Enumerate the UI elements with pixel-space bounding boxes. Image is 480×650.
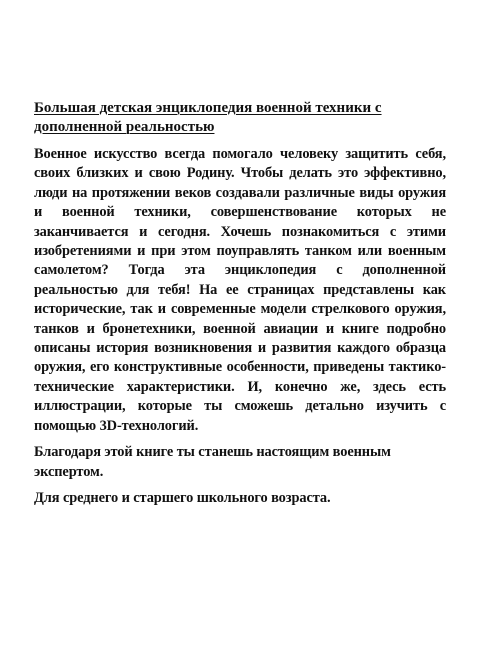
expert-paragraph: Благодаря этой книге ты станешь настоящим военным экспертом.: [34, 444, 391, 480]
age-paragraph: Для среднего и старшего школьного возраста.: [34, 489, 331, 506]
document-page: [34, 99, 446, 515]
description-paragraph: Военное искусство всегда помогало человеку защитить себя, своих близких и свою Родину. Чтобы делать это эффективно, люди на протяжении веков создавали различные виды оружия и военной техники, совершенствование которых не заканчивается и сегодня. Хочешь познакомиться с этими изобретениями и при этом поуправлять танком или военным самолетом? Тогда эта энциклопедия с дополненной реальностью для тебя! На ее страницах представлены как исторические, так и современные модели стрелкового оружия, танков и бронетехники, военной авиации и книге подробно описаны история возникновения и развития каждого образца оружия, его конструктивные особенности, приведены тактико-технические характеристики. И, конечно же, здесь есть иллюстрации, которые ты сможешь детально изучить с помощью 3D-технологий.: [34, 146, 446, 434]
document-title: Большая детская энциклопедия военной техники с дополненной реальностью: [34, 100, 382, 135]
